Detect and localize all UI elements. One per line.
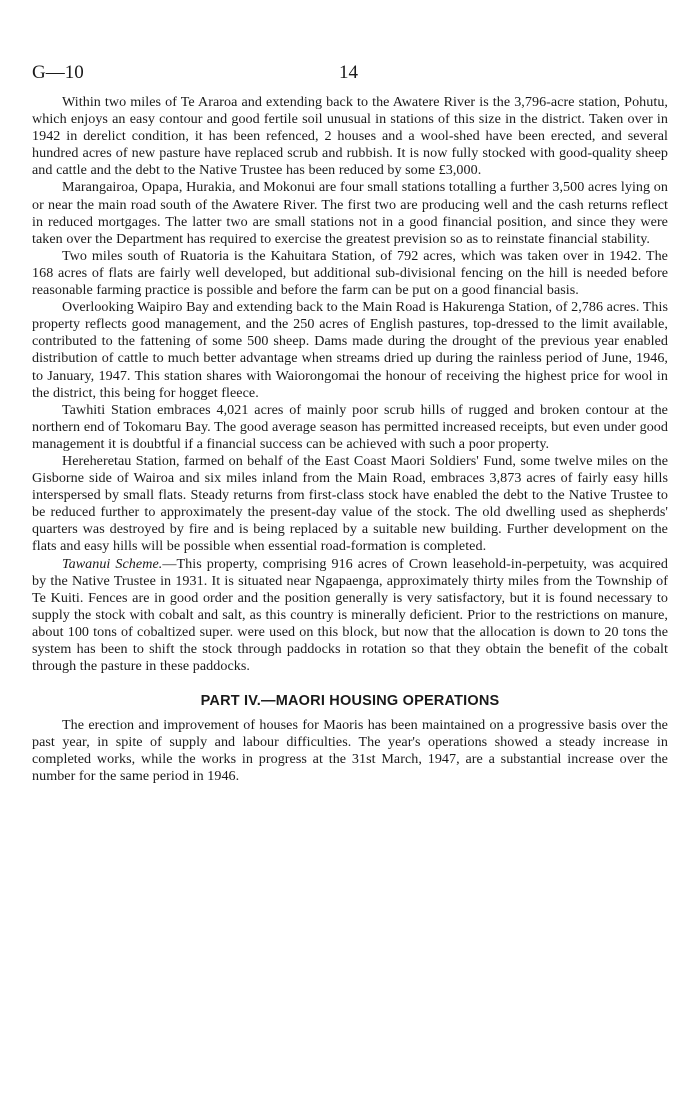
paragraph-pohutu [32,94,668,179]
paragraph-text: Hereheretau Station, farmed on behalf of the East Coast Maori Soldiers' Fund, some twelve miles on the Gisborne side of Wairoa and six miles inland from the Main Road, embraces 3,873 acres of fairly easy hills interspersed by small flats. Steady returns from first-class stock have enabled the debt to the Native Trustee to be reduced further to approximately the present-day value of the stock. The old dwelling used as shepherds' quarters was destroyed by fire and is being replaced by a suitable new building. Further development on the flats and easy hills will be possible when essential road-formation is completed. [32,452,668,555]
paragraph-hakurenga [32,299,668,402]
paragraph-tawanui [32,556,668,676]
paragraph-kahuitara [32,248,668,299]
paragraph-tawhiti [32,402,668,453]
paragraph-lead: Tawanui Scheme. [62,555,163,572]
page-number: 14 [339,62,358,83]
paragraph-marangairoa [32,179,668,247]
section-heading: PART IV.—MAORI HOUSING OPERATIONS [200,693,500,710]
paragraph-text: Two miles south of Ruatoria is the Kahuitara Station, of 792 acres, which was taken over in 1942. The 168 acres of flats are fairly well developed, but additional sub-divisional fencing on the hill is needed before reasonable farming practice is possible and before the farm can be put on a good financial basis. [32,247,668,299]
paragraph-text: —This property, comprising 916 acres of Crown leasehold-in-perpetuity, was acquired by the Native Trustee in 1931. It is situated near Ngapaenga, approximately thirty miles from the Township of Te Kuiti. Fences are in good order and the position generally is very satisfactory, but it is found necessary to supply the stock with cobalt and salt, as this country is minerally deficient. Prior to the restrictions on manure, about 100 tons of cobaltized super. were used on this block, but now that the allocation is down to 20 tons the system has been to shift the stock through paddocks in rotation so that they obtain the benefit of the cobalt through the pasture in these paddocks. [32,555,668,675]
paragraph-text: Overlooking Waipiro Bay and extending back to the Main Road is Hakurenga Station, of 2,786 acres. This property reflects good management, and the 250 acres of English pastures, top-dressed to the limit available, contributed to the fattening of some 500 sheep. Dams made during the drought of the previous year enabled distribution of cattle to much better advantage when streams dried up during the rainless period of June, 1946, to January, 1947. This station shares with Waiorongomai the honour of receiving the highest price for wool in the district, this being for hogget fleece. [32,299,668,401]
paragraph-hereheretau [32,453,668,556]
paragraph-text: Tawhiti Station embraces 4,021 acres of mainly poor scrub hills of rugged and broken contour at the northern end of Tokomaru Bay. The good average season has permitted increased receipts, but even under good management it is doubtful if a financial success can be achieved with such a poor property. [32,401,668,452]
paragraph-text: The erection and improvement of houses for Maoris has been maintained on a progressive basis over the past year, in spite of supply and labour difficulties. The year's operations showed a steady increase in completed works, while the works in progress at the 31st March, 1947, are a substantial increase over the number for the same period in 1946. [32,717,668,785]
paragraph-text: Marangairoa, Opapa, Hurakia, and Mokonui are four small stations totalling a further 3,500 acres lying on or near the main road south of the Awatere River. The first two are producing well and the cash returns reflect in reduced mortgages. The latter two are small stations not in a good financial position, and since they were taken over the Department has required to exercise the greatest prevision so as to reinstate financial stability. [32,179,668,247]
page-header [32,62,668,86]
document-reference: G—10 [32,62,84,83]
document-page [32,62,668,786]
paragraph-text: Within two miles of Te Araroa and extending back to the Awatere River is the 3,796-acre station, Pohutu, which enjoys an easy contour and good fertile soil unusual in stations of this size in the district. Taken over in 1942 in derelict condition, it has been refenced, 2 houses and a wool-shed have been erected, and several hundred acres of new pasture have replaced scrub and rubbish. It is now fully stocked with good-quality sheep and cattle and the debt to the Native Trustee has been reduced by some £3,000. [32,94,668,179]
document-body [32,94,668,786]
paragraph-housing [32,717,668,785]
